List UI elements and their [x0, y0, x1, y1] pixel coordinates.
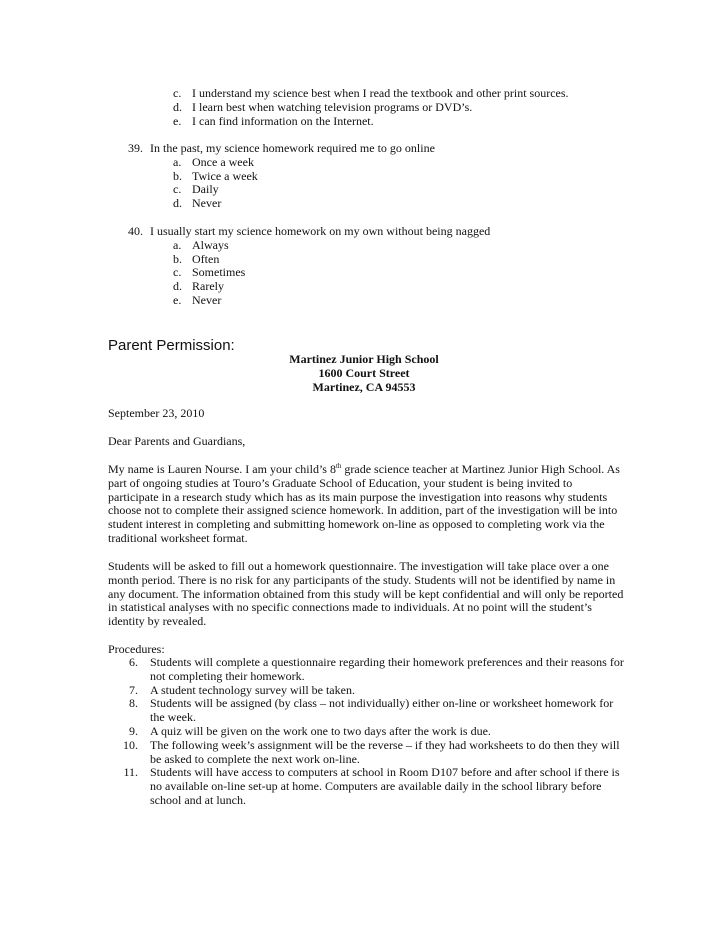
procedure-line	[0, 780, 728, 794]
procedures-list	[0, 656, 728, 808]
procedures-label-text: Procedures:	[108, 642, 165, 656]
procedure-text: the week.	[150, 710, 196, 725]
option-row	[0, 170, 728, 184]
question-number: 40.	[128, 224, 143, 238]
procedure-line	[0, 684, 728, 698]
procedure-line	[0, 697, 728, 711]
option-letter: a.	[173, 237, 182, 252]
option-text: Daily	[192, 182, 219, 197]
paragraph-line: in statistical analyses with no specific connections made to individuals. At no point will the student’s	[108, 600, 592, 615]
option-text: Never	[192, 196, 222, 211]
option-row	[0, 101, 728, 115]
ordinal-superscript: th	[335, 462, 342, 470]
procedure-line	[0, 656, 728, 670]
procedure-text: school and at lunch.	[150, 792, 246, 807]
option-letter: c.	[173, 86, 182, 100]
option-letter: d.	[173, 99, 182, 114]
procedure-number: 8.	[129, 696, 138, 711]
option-text: I understand my science best when I read the textbook and other print sources.	[192, 86, 569, 100]
option-text: Never	[192, 292, 222, 307]
salutation	[108, 435, 628, 449]
question-38-options	[0, 87, 728, 128]
procedure-line	[0, 766, 728, 780]
school-address	[0, 353, 728, 394]
question-stem	[0, 225, 728, 239]
option-text: Always	[192, 237, 229, 252]
paragraph-line: Students will be asked to fill out a homework questionnaire. The investigation will take place over a one	[108, 559, 609, 573]
question-text: I usually start my science homework on my own without being nagged	[150, 224, 491, 238]
paragraph-line: student interest in completing and submitting homework on-line as opposed to completing work via the	[108, 517, 605, 532]
option-text: Twice a week	[192, 168, 258, 183]
option-row	[0, 294, 728, 308]
procedure-number: 7.	[129, 682, 138, 697]
option-row	[0, 239, 728, 253]
option-letter: c.	[173, 265, 182, 280]
procedure-line	[0, 725, 728, 739]
option-row	[0, 266, 728, 280]
procedure-number: 6.	[129, 655, 138, 669]
school-name: Martinez Junior High School	[289, 352, 439, 366]
procedure-text: Students will be assigned (by class – not individually) either on-line or worksheet homework for	[150, 696, 614, 711]
school-street: 1600 Court Street	[318, 365, 410, 380]
procedure-line	[0, 794, 728, 808]
question-stem	[0, 142, 728, 156]
study-paragraph	[108, 560, 628, 629]
procedure-line	[0, 739, 728, 753]
letter-date	[108, 407, 628, 421]
option-row	[0, 253, 728, 267]
question-number: 39.	[128, 141, 143, 155]
procedure-text: Students will have access to computers at school in Room D107 before and after school if there is	[150, 765, 620, 780]
option-row	[0, 87, 728, 101]
procedure-text: Students will complete a questionnaire regarding their homework preferences and their reasons for	[150, 655, 624, 669]
procedure-text: A quiz will be given on the work one to two days after the work is due.	[150, 723, 491, 738]
procedure-number: 10.	[123, 737, 138, 752]
procedure-number: 11.	[123, 765, 138, 780]
procedure-number: 9.	[129, 723, 138, 738]
option-letter: a.	[173, 154, 182, 169]
procedure-text: A student technology survey will be taken.	[150, 682, 355, 697]
option-letter: d.	[173, 279, 182, 294]
section-heading: Parent Permission:	[108, 337, 235, 354]
intro-paragraph	[108, 463, 628, 546]
option-row	[0, 197, 728, 211]
school-city: Martinez, CA 94553	[312, 379, 416, 394]
paragraph-line: identity by revealed.	[108, 614, 207, 629]
option-text: Sometimes	[192, 265, 246, 280]
paragraph-line: month period. There is no risk for any participants of the study. Students will not be identified by name in	[108, 572, 616, 587]
option-row	[0, 115, 728, 129]
option-text: I learn best when watching television programs or DVD’s.	[192, 99, 473, 114]
paragraph-line: participate in a research study which has as its main purpose the investigation into reasons why students	[108, 489, 608, 504]
procedure-text: be asked to complete the next work on-line.	[150, 751, 360, 766]
option-row	[0, 280, 728, 294]
option-letter: b.	[173, 168, 182, 183]
question-39	[0, 142, 728, 211]
procedure-line	[0, 711, 728, 725]
option-text: Rarely	[192, 279, 224, 294]
procedure-text: not completing their homework.	[150, 668, 305, 683]
date-text: September 23, 2010	[108, 406, 205, 420]
option-letter: c.	[173, 182, 182, 197]
question-text: In the past, my science homework required me to go online	[150, 141, 435, 155]
option-row	[0, 156, 728, 170]
salutation-text: Dear Parents and Guardians,	[108, 434, 246, 448]
option-letter: e.	[173, 113, 182, 128]
option-text: I can find information on the Internet.	[192, 113, 374, 128]
option-letter: b.	[173, 251, 182, 266]
procedure-line	[0, 753, 728, 767]
procedure-text: no available on-line set-up at home. Computers are available daily in the school library before	[150, 779, 602, 794]
procedure-text: The following week’s assignment will be the reverse – if they had worksheets to do then they will	[150, 737, 620, 752]
procedure-line	[0, 670, 728, 684]
question-40	[0, 225, 728, 308]
option-row	[0, 183, 728, 197]
paragraph-line: any document. The information obtained from this study will be kept confidential and will only be reported	[108, 586, 624, 601]
line-text: grade science teacher at Martinez Junior High School. As	[341, 462, 620, 476]
option-text: Often	[192, 251, 220, 266]
paragraph-line: part of ongoing studies at Touro’s Graduate School of Education, your student is being invited to	[108, 475, 573, 490]
paragraph-line: choose not to complete their assigned science homework. In addition, part of the investigation will be into	[108, 503, 618, 518]
option-letter: e.	[173, 292, 182, 307]
option-text: Once a week	[192, 154, 254, 169]
line-text: My name is Lauren Nourse. I am your child’s 8	[108, 462, 336, 476]
paragraph-line: traditional worksheet format.	[108, 530, 248, 545]
paragraph-line	[108, 463, 628, 477]
option-letter: d.	[173, 196, 182, 211]
